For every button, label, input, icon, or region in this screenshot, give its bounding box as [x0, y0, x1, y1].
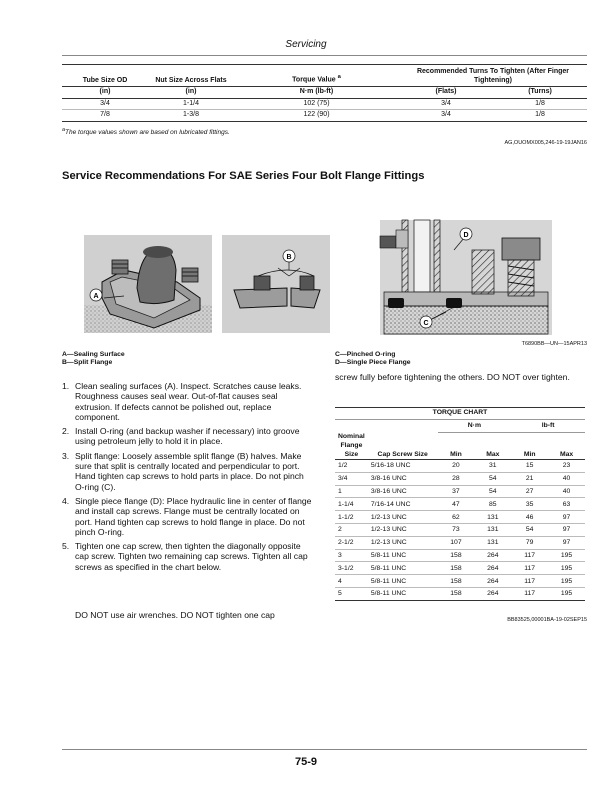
table-cell: 131 [474, 524, 511, 537]
table-cell: 28 [438, 472, 475, 485]
col-nm-min: Min [438, 432, 475, 460]
table-cell: 5 [335, 588, 368, 601]
col-lbft-min: Min [511, 432, 548, 460]
table-cell: 4 [335, 575, 368, 588]
table-cell: 122 (90) [234, 110, 399, 122]
step-number: 5. [62, 541, 70, 552]
table-cell: 1-1/4 [335, 498, 368, 511]
unit-turns: (Turns) [493, 87, 587, 99]
callout-d-label: D [463, 232, 469, 239]
callout-a-label: A [93, 293, 99, 300]
table-row [335, 498, 585, 511]
table-cell: 23 [548, 460, 585, 473]
step-item [62, 426, 314, 447]
table-cell: 2-1/2 [335, 536, 368, 549]
table-cell: 3/8-16 UNC [368, 472, 438, 485]
table-cell: 54 [474, 472, 511, 485]
unit-nm: N·m (lb-ft) [234, 87, 399, 99]
table-cell: 63 [548, 498, 585, 511]
figure-reference-code: T6890BB—UN—15APR13 [521, 341, 587, 347]
table-cell: 107 [438, 536, 475, 549]
callout-b-label: B [286, 254, 292, 261]
table-cell: 97 [548, 536, 585, 549]
table-cell: 3/8-16 UNC [368, 485, 438, 498]
step-number: 4. [62, 495, 70, 506]
footnote-text: The torque values shown are based on lubricated fittings. [65, 129, 230, 137]
table-row [335, 575, 585, 588]
flange-fittings-illustration [62, 210, 552, 338]
step-text: Split flange: Loosely assemble split flange (B) halves. Make sure that split is centrally located and perpendicular to port. Hand tighten cap screws to hold parts in place. Do not pinch O-ring (C). [75, 450, 304, 492]
table-cell: 1/2-13 UNC [368, 524, 438, 537]
table-cell: 20 [438, 460, 475, 473]
step-number: 1. [62, 381, 70, 391]
table-cell: 131 [474, 536, 511, 549]
split-flange-panel [222, 235, 330, 333]
table-cell: 97 [548, 524, 585, 537]
table-cell: 117 [511, 575, 548, 588]
col-cap-screw-size: Cap Screw Size [368, 432, 438, 460]
footer-rule [62, 749, 587, 750]
table-cell: 40 [548, 485, 585, 498]
table-cell: 3-1/2 [335, 562, 368, 575]
step-number: 3. [62, 450, 70, 461]
col-torque-value [234, 64, 399, 87]
table-cell: 3/4 [399, 110, 493, 122]
table-cell: 117 [511, 588, 548, 601]
legend-single-piece-flange: D—Single Piece Flange [335, 359, 411, 366]
table-cell: 117 [511, 549, 548, 562]
table-cell: 1 [335, 485, 368, 498]
table-row [335, 562, 585, 575]
table-row [335, 536, 585, 549]
table-cell: 1/2 [335, 460, 368, 473]
warning-note: DO NOT use air wrenches. DO NOT tighten one cap [75, 610, 275, 620]
table-row [62, 98, 587, 110]
table-cell: 1/8 [493, 110, 587, 122]
legend-pinched-oring: C—Pinched O-ring [335, 351, 396, 358]
section-title: Service Recommendations For SAE Series Four Bolt Flange Fittings [62, 170, 425, 182]
table1-footnote [62, 127, 230, 136]
header-rule [62, 55, 587, 56]
legend-left [62, 351, 125, 367]
col-nut-size: Nut Size Across Flats [148, 64, 234, 87]
table-cell: 5/8-11 UNC [368, 588, 438, 601]
table-cell: 3/4 [335, 472, 368, 485]
step-item [62, 381, 314, 422]
step-text: Single piece flange (D): Place hydraulic line in center of flange and install cap screws. Flange must be centrally located on port. Hand tighten cap screws to hold flange in place. Do not pinch O-ring. [75, 495, 312, 537]
table-cell: 158 [438, 575, 475, 588]
warning-note-continued: screw fully before tightening the others. DO NOT over tighten. [335, 372, 570, 382]
col-tube-size: Tube Size OD [62, 64, 148, 87]
table-cell: 79 [511, 536, 548, 549]
table-cell: 5/16-18 UNC [368, 460, 438, 473]
table-cell: 40 [548, 472, 585, 485]
table-cell: 195 [548, 549, 585, 562]
col-lbft-max: Max [548, 432, 585, 460]
table-cell: 73 [438, 524, 475, 537]
table-cell: 5/8-11 UNC [368, 575, 438, 588]
unit-in: (in) [62, 87, 148, 99]
step-item [62, 541, 314, 572]
legend-right [335, 351, 411, 367]
table1-reference-code: AG,OUOMX005,246-19-19JAN16 [504, 140, 587, 146]
table-cell: 5/8-11 UNC [368, 549, 438, 562]
page-number: 75-9 [294, 756, 318, 768]
table-cell: 2 [335, 524, 368, 537]
table-cell: 3/4 [62, 98, 148, 110]
table-cell: 102 (75) [234, 98, 399, 110]
step-text: Clean sealing surfaces (A). Inspect. Scratches cause leaks. Roughness causes seal wear. Out-of-flat causes seal extrusion. If defects cannot be polished out, replace component. [75, 381, 302, 422]
table-row [335, 460, 585, 473]
legend-sealing-surface: A—Sealing Surface [62, 351, 125, 358]
torque-chart-table [335, 407, 585, 601]
table-cell: 1/8 [493, 98, 587, 110]
table-cell: 31 [474, 460, 511, 473]
table-cell: 1-3/8 [148, 110, 234, 122]
table-cell: 195 [548, 562, 585, 575]
procedure-steps [62, 381, 314, 576]
torque-header-text: Torque Value [292, 76, 336, 84]
table-cell: 54 [511, 524, 548, 537]
table-cell: 264 [474, 562, 511, 575]
table-cell: 35 [511, 498, 548, 511]
flange-cross-section-panel [380, 220, 552, 335]
table-cell: 158 [438, 549, 475, 562]
group-nm: N·m [438, 419, 512, 432]
table-cell: 54 [474, 485, 511, 498]
step-text: Tighten one cap screw, then tighten the diagonally opposite cap screw. Tighten two remaining cap screws. Tighten all cap screws as specified in the chart below. [75, 541, 308, 572]
step-number: 2. [62, 426, 70, 437]
table-cell: 264 [474, 588, 511, 601]
table-cell: 47 [438, 498, 475, 511]
table-row [62, 110, 587, 122]
table-cell: 195 [548, 575, 585, 588]
table-cell: 264 [474, 549, 511, 562]
table-cell: 264 [474, 575, 511, 588]
table-cell: 195 [548, 588, 585, 601]
table-row [335, 549, 585, 562]
table-cell: 131 [474, 511, 511, 524]
torque-chart-reference-code: BB83525,00001BA-19-02SEP15 [507, 617, 587, 623]
step-text: Install O-ring (and backup washer if necessary) into groove using petroleum jelly to hold it in place. [75, 426, 300, 447]
torque-footnote-mark: a [337, 74, 341, 81]
table-cell: 27 [511, 485, 548, 498]
blank-header [335, 419, 438, 432]
tube-nut-torque-table [62, 64, 587, 122]
table-cell: 158 [438, 588, 475, 601]
group-lbft: lb-ft [511, 419, 585, 432]
page-header-title: Servicing [285, 39, 327, 50]
footnote-mark: a [62, 127, 66, 133]
table-cell: 3 [335, 549, 368, 562]
unit-in: (in) [148, 87, 234, 99]
table-cell: 117 [511, 562, 548, 575]
table-cell: 37 [438, 485, 475, 498]
table-cell: 1-1/4 [148, 98, 234, 110]
table-cell: 3/4 [399, 98, 493, 110]
table-row [335, 485, 585, 498]
legend-split-flange: B—Split Flange [62, 359, 113, 366]
col-nm-max: Max [474, 432, 511, 460]
step-item [62, 451, 314, 492]
table-cell: 97 [548, 511, 585, 524]
table-row [335, 524, 585, 537]
table-cell: 46 [511, 511, 548, 524]
col-recommended-turns: Recommended Turns To Tighten (After Finger Tightening) [399, 64, 587, 87]
table-cell: 7/16-14 UNC [368, 498, 438, 511]
table-cell: 15 [511, 460, 548, 473]
table-cell: 5/8-11 UNC [368, 562, 438, 575]
torque-chart-title: TORQUE CHART [335, 407, 585, 419]
callout-c-label: C [423, 320, 429, 327]
sealing-surface-panel [84, 235, 212, 333]
table-row [335, 588, 585, 601]
table-cell: 1/2-13 UNC [368, 536, 438, 549]
table-cell: 62 [438, 511, 475, 524]
col-nominal-flange-size: Nominal Flange Size [335, 432, 368, 460]
table-cell: 158 [438, 562, 475, 575]
table-cell: 1/2-13 UNC [368, 511, 438, 524]
table-row [335, 472, 585, 485]
table-cell: 7/8 [62, 110, 148, 122]
table-cell: 85 [474, 498, 511, 511]
unit-flats: (Flats) [399, 87, 493, 99]
table-row [335, 511, 585, 524]
table-cell: 21 [511, 472, 548, 485]
step-item [62, 496, 314, 537]
table-cell: 1-1/2 [335, 511, 368, 524]
